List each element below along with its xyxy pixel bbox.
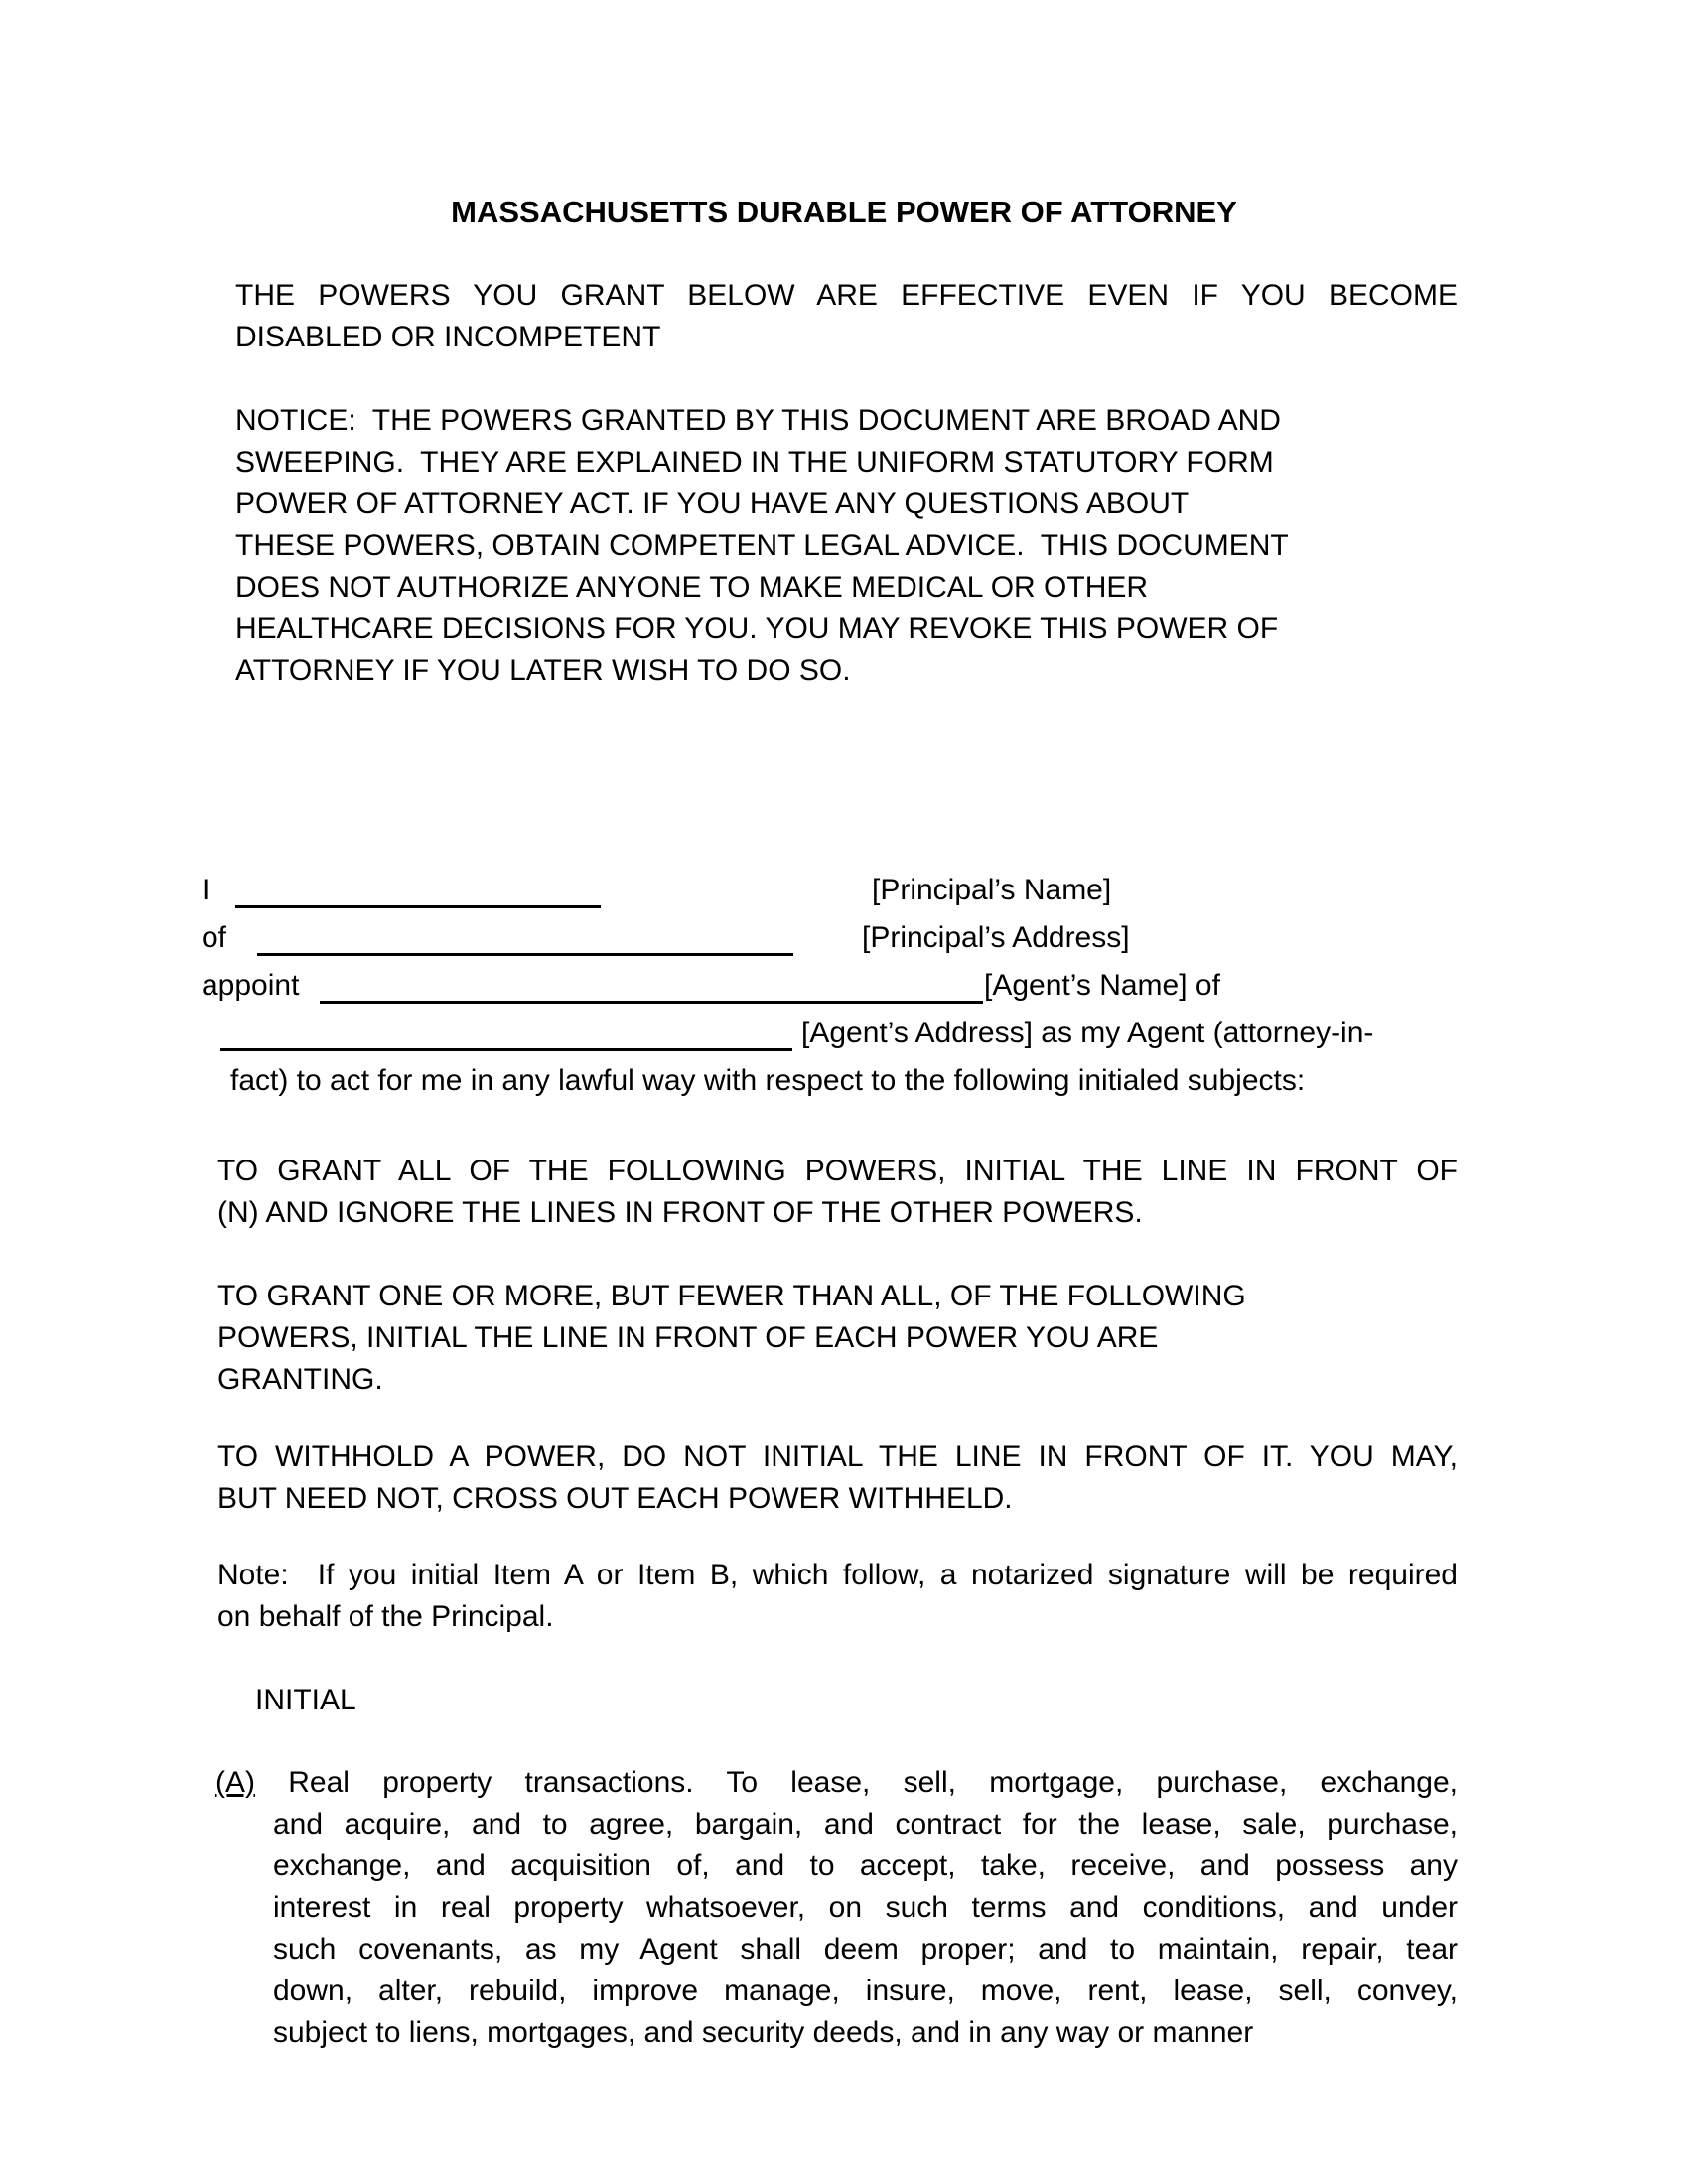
item-a-first-line bbox=[215, 1762, 1458, 1804]
grant-some-line: GRANTING. bbox=[217, 1363, 383, 1396]
item-a-line: subject to liens, mortgages, and security deeds, and in any way or manner bbox=[273, 2016, 1254, 2049]
intro-paragraph bbox=[235, 275, 1458, 358]
agent-name-tag: [Agent’s Name] of bbox=[984, 969, 1220, 1002]
grant-all-paragraph bbox=[217, 1151, 1458, 1234]
item-a-first-text: Real property transactions. To lease, sell, mortgage, purchase, exchange, bbox=[255, 1766, 1458, 1799]
principal-of-label: of bbox=[202, 921, 227, 954]
notice-line: HEALTHCARE DECISIONS FOR YOU. YOU MAY REVOKE THIS POWER OF bbox=[235, 613, 1279, 645]
agent-address-blank[interactable] bbox=[220, 1048, 792, 1051]
appointment-continuation: fact) to act for me in any lawful way with respect to the following initialed subjects: bbox=[230, 1064, 1306, 1097]
agent-name-blank[interactable] bbox=[320, 1001, 983, 1004]
item-a-line: and acquire, and to agree, bargain, and contract for the lease, sale, purchase, bbox=[273, 1808, 1458, 1841]
grant-some-line: POWERS, INITIAL THE LINE IN FRONT OF EACH POWER YOU ARE bbox=[217, 1321, 1159, 1354]
intro-line: THE POWERS YOU GRANT BELOW ARE EFFECTIVE EVEN IF YOU BECOME bbox=[235, 279, 1458, 312]
item-a-line: interest in real property whatsoever, on such terms and conditions, and under bbox=[273, 1891, 1458, 1924]
notice-line: THESE POWERS, OBTAIN COMPETENT LEGAL ADVICE. THIS DOCUMENT bbox=[235, 529, 1289, 562]
principal-name-row bbox=[202, 867, 1458, 914]
intro-line: DISABLED OR INCOMPETENT bbox=[235, 321, 661, 353]
notice-line: DOES NOT AUTHORIZE ANYONE TO MAKE MEDICAL OR OTHER bbox=[235, 571, 1149, 604]
item-a-line: exchange, and acquisition of, and to accept, take, receive, and possess any bbox=[273, 1849, 1458, 1882]
principal-name-tag: [Principal’s Name] bbox=[872, 874, 1112, 906]
grant-some-line: TO GRANT ONE OR MORE, BUT FEWER THAN ALL, OF THE FOLLOWING bbox=[217, 1280, 1246, 1312]
appoint-label: appoint bbox=[202, 969, 300, 1002]
agent-address-tag: [Agent’s Address] as my Agent (attorney-in- bbox=[801, 1017, 1374, 1049]
notarization-note bbox=[217, 1555, 1458, 1638]
notice-paragraph bbox=[235, 400, 1458, 692]
agent-name-row bbox=[202, 962, 1458, 1010]
notice-line: NOTICE: THE POWERS GRANTED BY THIS DOCUMENT ARE BROAD AND bbox=[235, 404, 1281, 437]
principal-address-tag: [Principal’s Address] bbox=[862, 921, 1130, 954]
withhold-line: TO WITHHOLD A POWER, DO NOT INITIAL THE LINE IN FRONT OF IT. YOU MAY, bbox=[217, 1440, 1458, 1473]
appointment-continuation-row bbox=[202, 1057, 1458, 1105]
item-a-line: such covenants, as my Agent shall deem proper; and to maintain, repair, tear bbox=[273, 1933, 1458, 1966]
note-line: on behalf of the Principal. bbox=[217, 1600, 554, 1633]
principal-name-blank[interactable] bbox=[235, 905, 601, 908]
principal-address-blank[interactable] bbox=[257, 953, 793, 956]
grant-all-line: (N) AND IGNORE THE LINES IN FRONT OF THE OTHER POWERS. bbox=[217, 1196, 1143, 1229]
note-line: Note: If you initial Item A or Item B, which follow, a notarized signature will be required bbox=[217, 1559, 1458, 1591]
initial-heading: INITIAL bbox=[255, 1684, 356, 1716]
withhold-paragraph bbox=[217, 1436, 1458, 1520]
notice-line: ATTORNEY IF YOU LATER WISH TO DO SO. bbox=[235, 654, 851, 687]
withhold-line: BUT NEED NOT, CROSS OUT EACH POWER WITHHELD. bbox=[217, 1482, 1013, 1515]
principal-i-label: I bbox=[202, 874, 211, 906]
document-title: MASSACHUSETTS DURABLE POWER OF ATTORNEY bbox=[451, 195, 1237, 229]
principal-address-row bbox=[202, 914, 1458, 962]
item-a-marker: (A) bbox=[215, 1766, 255, 1799]
item-a-paragraph bbox=[215, 1762, 1458, 2054]
grant-all-line: TO GRANT ALL OF THE FOLLOWING POWERS, INITIAL THE LINE IN FRONT OF bbox=[217, 1155, 1458, 1187]
item-a-line: down, alter, rebuild, improve manage, insure, move, rent, lease, sell, convey, bbox=[273, 1975, 1458, 2007]
notice-line: SWEEPING. THEY ARE EXPLAINED IN THE UNIFORM STATUTORY FORM bbox=[235, 446, 1274, 478]
grant-some-paragraph bbox=[217, 1276, 1458, 1401]
agent-address-row bbox=[202, 1010, 1458, 1057]
notice-line: POWER OF ATTORNEY ACT. IF YOU HAVE ANY QUESTIONS ABOUT bbox=[235, 487, 1190, 520]
appointment-section bbox=[202, 867, 1458, 1105]
